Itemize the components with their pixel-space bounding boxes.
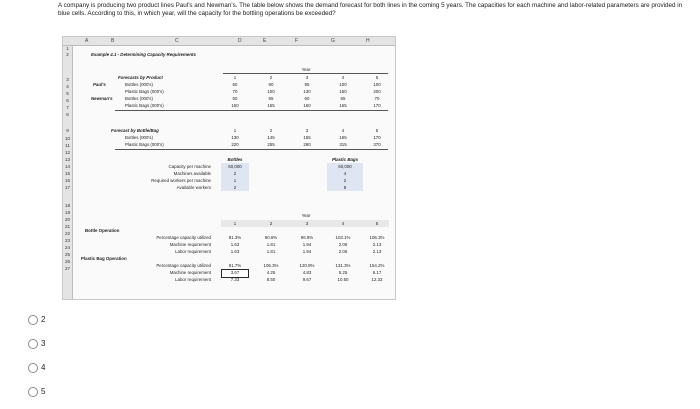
- forecast-cell: 60: [304, 96, 310, 101]
- forecast-cell: 100: [373, 82, 381, 87]
- capacity-input: 1: [233, 178, 237, 183]
- forecast-cell: 130: [303, 89, 311, 94]
- year-label: Year: [301, 213, 311, 218]
- forecast-cell: 95: [304, 82, 310, 87]
- forecast-cell: 65: [340, 96, 346, 101]
- bag-op-cell: 4.25: [266, 270, 276, 275]
- forecast-cell: 170: [373, 103, 381, 108]
- row-number: 12: [64, 150, 71, 155]
- divider: [223, 73, 388, 74]
- column-header: H: [366, 38, 370, 44]
- year-number: 5: [375, 75, 379, 80]
- row-number: 7: [66, 105, 69, 110]
- plastic-bags-header: Plastic Bags: [331, 157, 359, 162]
- option-label: 5: [41, 387, 46, 396]
- pauls-label: Paul's: [93, 82, 106, 87]
- bottle-op-cell: 1.94: [302, 242, 312, 247]
- row-label: Percentage capacity utilized: [156, 235, 211, 240]
- bag-op-cell: 154.2%: [369, 263, 385, 268]
- year-number: 5: [375, 221, 379, 226]
- spreadsheet-image: [62, 36, 396, 300]
- capacity-input: 2: [233, 185, 237, 190]
- option-label: 3: [41, 339, 46, 348]
- bottle-op-cell: 1.94: [302, 249, 312, 254]
- bag-op-cell: 5.25: [338, 270, 348, 275]
- row-number: 27: [64, 266, 71, 271]
- forecast-cell: 100: [339, 82, 347, 87]
- forecast-cell: 130: [231, 135, 239, 140]
- row-number: 2: [66, 52, 69, 57]
- column-header: D: [238, 38, 242, 44]
- bottle-op-cell: 2.13: [372, 242, 382, 247]
- bag-op-cell: 3.67: [230, 270, 240, 275]
- row-label: Machine requirement: [169, 242, 211, 247]
- row-number: 8: [66, 112, 69, 117]
- year-number: 4: [341, 75, 345, 80]
- row-number: 10: [64, 136, 71, 141]
- bottle-op-cell: 2.13: [372, 249, 382, 254]
- forecast-cell: 90: [268, 82, 274, 87]
- bag-op-cell: 131.3%: [335, 263, 351, 268]
- forecast-cell: 290: [303, 142, 311, 147]
- forecast-cell: 155: [303, 135, 311, 140]
- forecast-cell: 200: [373, 89, 381, 94]
- capacity-input: 4: [343, 171, 347, 176]
- forecast-cell: 220: [231, 142, 239, 147]
- bottle-op-cell: 96.9%: [300, 235, 314, 240]
- bottle-op-cell: 1.63: [230, 249, 240, 254]
- row-header-bar: [63, 46, 73, 299]
- bag-op-cell: 120.8%: [299, 263, 315, 268]
- year-number: 3: [305, 75, 309, 80]
- bottle-op-cell: 103.1%: [335, 235, 351, 240]
- capacity-input: 2: [343, 178, 347, 183]
- bag-op-cell: 9.67: [302, 277, 312, 282]
- forecast-cell: 50: [232, 96, 238, 101]
- bag-op-cell: 10.50: [337, 277, 349, 282]
- row-number: 3: [66, 77, 69, 82]
- bottle-operation-header: Bottle Operation: [85, 228, 120, 233]
- year-number: 2: [269, 221, 273, 226]
- divider: [115, 149, 388, 150]
- row-number: 9: [66, 128, 69, 133]
- bottles-header: Bottles: [227, 157, 243, 162]
- forecast-cell: 60: [232, 82, 238, 87]
- forecast-cell: 370: [373, 142, 381, 147]
- row-number: 20: [64, 217, 71, 222]
- capacity-input: 8: [343, 185, 347, 190]
- column-header: C: [175, 38, 179, 44]
- row-number: 6: [66, 98, 69, 103]
- plastic-bag-operation-header: Plastic Bag Operation: [81, 256, 127, 261]
- year-number: 2: [269, 75, 273, 80]
- row-number: 22: [64, 231, 71, 236]
- newmans-label: Newman's: [91, 96, 113, 101]
- row-label: Bottles (000's): [125, 82, 153, 87]
- bag-op-cell: 12.33: [371, 277, 383, 282]
- divider: [115, 110, 388, 111]
- bottle-op-cell: 106.3%: [369, 235, 385, 240]
- sheet-title: Example 4.1 - Determining Capacity Requirements: [91, 52, 196, 57]
- row-label: Plastic Bags (000's): [125, 89, 164, 94]
- option-label: 4: [41, 363, 46, 372]
- year-label: Year: [301, 67, 311, 72]
- column-header: G: [331, 38, 335, 44]
- forecast-header: Forecasts by Product: [118, 75, 163, 80]
- column-header-bar: [63, 37, 395, 46]
- bag-op-cell: 91.7%: [228, 263, 242, 268]
- bottle-op-cell: 2.06: [338, 249, 348, 254]
- radio-button[interactable]: [28, 339, 38, 349]
- row-label: Available workers: [176, 185, 211, 190]
- forecast-cell: 100: [267, 89, 275, 94]
- row-label: Percentage capacity utilized: [156, 263, 211, 268]
- bag-op-cell: 7.33: [230, 277, 240, 282]
- bottle-op-cell: 81.3%: [228, 235, 242, 240]
- bottle-op-cell: 1.81: [266, 249, 276, 254]
- bag-op-cell: 8.50: [266, 277, 276, 282]
- year-number: 1: [233, 75, 237, 80]
- bottle-op-cell: 1.81: [266, 242, 276, 247]
- capacity-input: 60,000: [228, 164, 242, 169]
- row-number: 25: [64, 252, 71, 257]
- row-label: Bottles (000's): [125, 135, 153, 140]
- row-number: 1: [66, 46, 69, 51]
- row-number: 19: [64, 210, 71, 215]
- forecast-cell: 150: [231, 103, 239, 108]
- row-number: 16: [64, 178, 71, 183]
- forecast-cell: 315: [339, 142, 347, 147]
- forecast-cell: 160: [303, 103, 311, 108]
- row-label: Required workers per machine: [151, 178, 211, 183]
- forecast-cell: 145: [267, 135, 275, 140]
- year-number: 2: [269, 128, 273, 133]
- bottle-op-cell: 90.6%: [264, 235, 278, 240]
- row-number: 23: [64, 238, 71, 243]
- row-number: 18: [64, 203, 71, 208]
- year-number: 5: [375, 128, 379, 133]
- year-number: 4: [341, 128, 345, 133]
- bag-op-cell: 6.17: [372, 270, 382, 275]
- year-number: 3: [305, 221, 309, 226]
- radio-button[interactable]: [28, 387, 38, 397]
- row-number: 11: [65, 143, 70, 148]
- year-number: 3: [305, 128, 309, 133]
- forecast-cell: 165: [339, 135, 347, 140]
- bag-op-cell: 106.3%: [263, 263, 279, 268]
- bag-op-cell: 4.83: [302, 270, 312, 275]
- forecast-cell: 70: [374, 96, 380, 101]
- radio-button[interactable]: [28, 315, 38, 325]
- capacity-input: 60,000: [338, 164, 352, 169]
- row-number: 15: [64, 171, 71, 176]
- row-label: Capacity per machine: [168, 164, 211, 169]
- row-number: 13: [64, 157, 71, 162]
- row-label: Plastic Bags (000's): [125, 103, 164, 108]
- row-number: 17: [64, 185, 71, 190]
- forecast-cell: 165: [339, 103, 347, 108]
- column-header: F: [295, 38, 299, 44]
- row-number: 14: [64, 164, 71, 169]
- row-number: 4: [66, 84, 69, 89]
- column-header: B: [111, 38, 115, 44]
- row-label: Machine requirement: [169, 270, 211, 275]
- forecast-cell: 55: [268, 96, 274, 101]
- forecast-cell: 70: [232, 89, 238, 94]
- row-label: Bottles (000's): [125, 96, 153, 101]
- by-bottle-bag-header: Forecast by Bottle/Bag: [111, 128, 159, 133]
- question-text: A company is producing two product lines Paul's and Newman's. The table below shows the demand forecast for both lines in the coming 5 years. The capacities for each machine and labor-related parameters are provided in blue cells. According to this, in which year, will the capacity for the bottling operations be exceeded?: [58, 2, 683, 17]
- bottle-op-cell: 2.06: [338, 242, 348, 247]
- option-label: 2: [41, 315, 46, 324]
- row-number: 5: [66, 91, 69, 96]
- row-number: 26: [64, 259, 71, 264]
- forecast-cell: 170: [373, 135, 381, 140]
- row-label: Labor requirement: [175, 249, 211, 254]
- forecast-cell: 255: [267, 142, 275, 147]
- capacity-input: 2: [233, 171, 237, 176]
- column-header: A: [85, 38, 89, 44]
- row-number: 24: [64, 245, 71, 250]
- row-label: Labor requirement: [175, 277, 211, 282]
- year-number: 4: [341, 221, 345, 226]
- row-label: Plastic Bags (000's): [125, 142, 164, 147]
- row-label: Machines available: [173, 171, 211, 176]
- year-number: 1: [233, 128, 237, 133]
- column-header: E: [263, 38, 267, 44]
- row-number: 21: [64, 224, 71, 229]
- year-number: 1: [233, 221, 237, 226]
- forecast-cell: 150: [339, 89, 347, 94]
- forecast-cell: 155: [267, 103, 275, 108]
- bottle-op-cell: 1.63: [230, 242, 240, 247]
- radio-button[interactable]: [28, 363, 38, 373]
